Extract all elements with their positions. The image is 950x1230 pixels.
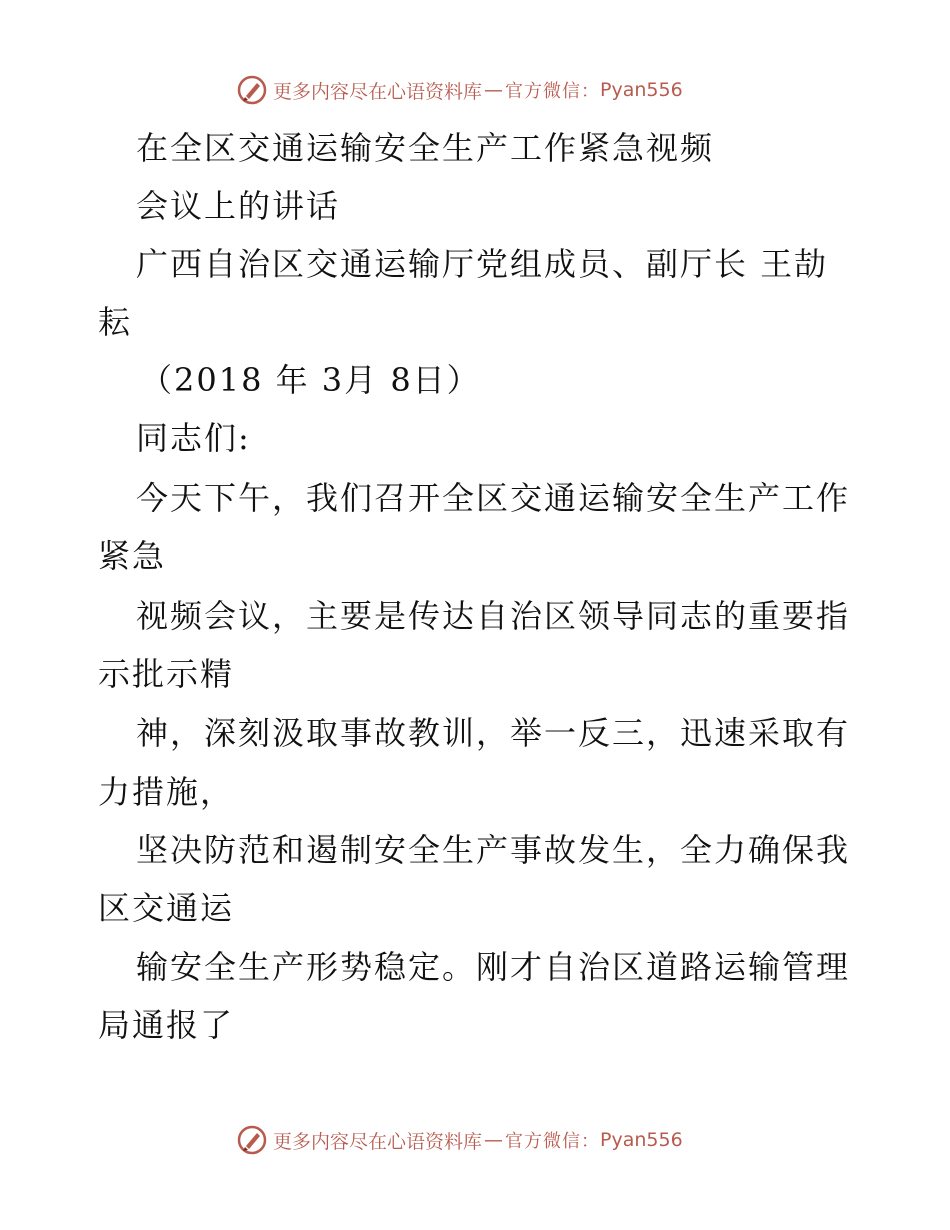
watermark-wechat-label: 官方微信： (505, 81, 601, 102)
author-line-1: 广西自治区交通运输厅党组成员、副厅长 王劼 (136, 245, 829, 283)
pen-logo-icon (237, 75, 267, 105)
watermark-dash: — (484, 79, 504, 101)
pen-logo-icon (237, 1125, 267, 1155)
watermark-footer (237, 1122, 683, 1158)
watermark-text: 更多内容尽在心语资料库 (273, 1130, 483, 1153)
body-line: 今天下午，我们召开全区交通运输安全生产工作 (136, 479, 851, 517)
watermark-wechat-id: Pyan556 (600, 79, 683, 101)
date-line: （2018 年 3月 8日） (140, 361, 481, 399)
watermark-wechat-label: 官方微信： (505, 1131, 601, 1152)
body-line: 神，深刻汲取事故教训，举一反三，迅速采取有 (136, 714, 851, 752)
title-line-1: 在全区交通运输安全生产工作紧急视频 (136, 129, 715, 167)
body-line: 示批示精 (98, 655, 235, 693)
body-line: 输安全生产形势稳定。刚才自治区道路运输管理 (136, 948, 851, 986)
watermark-text: 更多内容尽在心语资料库 (273, 80, 483, 103)
body-line: 视频会议，主要是传达自治区领导同志的重要指 (136, 597, 851, 635)
title-line-2: 会议上的讲话 (136, 187, 341, 225)
body-line: 力措施， (98, 773, 235, 811)
body-line: 区交通运 (98, 889, 235, 927)
watermark-dash: — (484, 1129, 504, 1151)
salutation: 同志们: (136, 419, 251, 457)
watermark-wechat-id: Pyan556 (600, 1129, 683, 1151)
body-line: 坚决防范和遏制安全生产事故发生，全力确保我 (136, 831, 851, 869)
body-line: 局通报了 (98, 1006, 235, 1044)
body-line: 紧急 (98, 537, 167, 575)
author-line-2: 耘 (98, 303, 133, 341)
watermark-header (237, 72, 683, 108)
